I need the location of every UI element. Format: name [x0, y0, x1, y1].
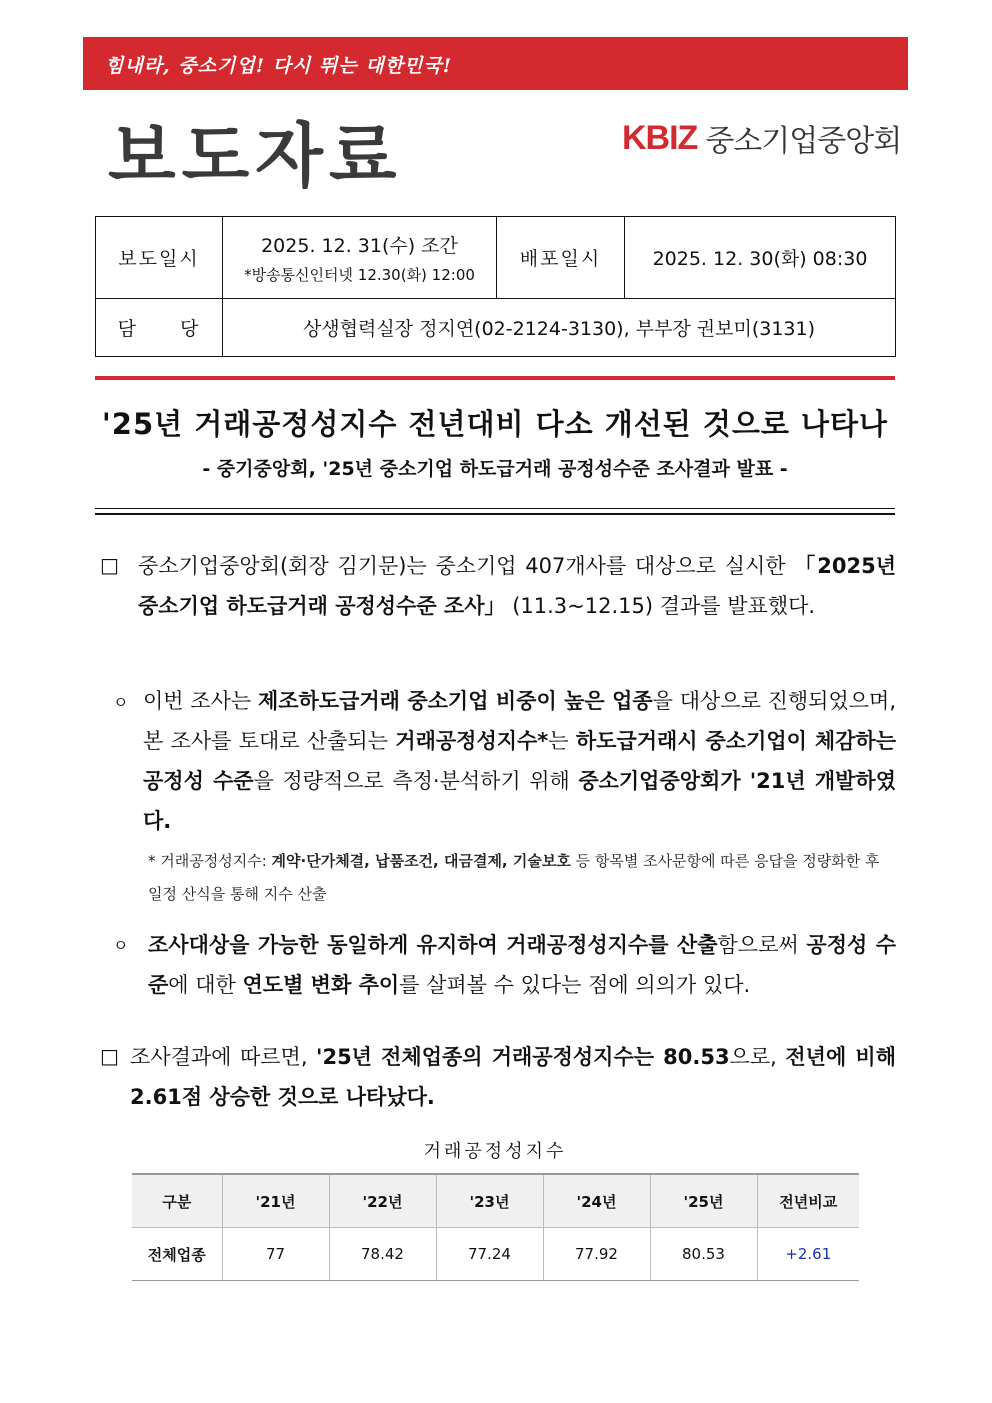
b2-text-b: 함으로써 [717, 933, 807, 957]
header-divider [95, 376, 895, 380]
b1-bold-f: 하도급거래시 중소기업이 체감하는 공정성 수준 [143, 729, 896, 793]
paragraph-marker: □ [100, 553, 119, 577]
page-title: 보도자료 [108, 115, 403, 197]
slogan-text: 힘내라, 중소기업! 다시 뛰는 대한민국! [105, 55, 453, 77]
paragraph-1 [138, 546, 896, 626]
release-info-table [95, 216, 896, 357]
table-header-row [132, 1174, 859, 1228]
b1-bold-h: 중소기업중앙회가 '21년 개발하였다. [143, 769, 896, 833]
b2-text-d: 에 대한 [168, 973, 243, 997]
logo-org-name: 중소기업중앙회 [705, 124, 902, 159]
p1-text-b: 를 대상으로 실시한 [605, 554, 786, 578]
subheadline: - 중기중앙회, '25년 중소기업 하도급거래 공정성수준 조사결과 발표 - [202, 458, 788, 480]
distribution-date-value: 2025. 12. 30(화) 08:30 [625, 217, 896, 299]
table-header-cell: 구분 [132, 1174, 222, 1228]
b1-text-a: 이번 조사는 [143, 689, 258, 713]
table-row [132, 1228, 859, 1281]
index-table [132, 1173, 859, 1281]
kbiz-logo [622, 118, 901, 158]
p2-text-a: 조사결과에 따르면, [130, 1045, 317, 1069]
p2-bold-b: '25년 전체업종의 거래공정성지수는 80.53 [316, 1045, 730, 1069]
p1-text-a: 중소기업중앙회(회장 김기문)는 중소기업 407개사 [138, 554, 606, 578]
b2-bold-c: 공정성 수준 [148, 933, 896, 997]
release-date-cell [223, 217, 497, 299]
note-text-a: * 거래공정성지수: [148, 852, 272, 870]
bullet-marker: ㅇ [113, 936, 129, 955]
p1-survey-title: 「2025년 중소기업 하도급거래 공정성수준 조사」 [138, 554, 896, 618]
b2-bold-e: 연도별 변화 추이 [242, 973, 400, 997]
release-date-value: 2025. 12. 31(수) 조간 [261, 234, 458, 257]
p2-text-c: 으로, [729, 1045, 786, 1069]
p2-bold-d: 전년에 비해 2.61점 상승한 것으로 나타났다. [130, 1045, 896, 1109]
table-caption: 거래공정성지수 [423, 1141, 567, 1162]
table-header-cell: '21년 [222, 1174, 329, 1228]
note-bold-b: 계약·단가체결, 납품조건, 대금결제, 기술보호 [271, 852, 571, 870]
table-cell: 전체업종 [132, 1228, 222, 1281]
index-footnote [148, 845, 896, 911]
table-cell: 78.42 [329, 1228, 436, 1281]
contact-label: 담 당 [96, 299, 223, 357]
distribution-date-label: 배포일시 [497, 217, 625, 299]
note-text-c: 등 항목별 조사문항에 따른 응답을 정량화한 후 일정 산식을 통해 지수 산출 [148, 852, 880, 903]
table-header-cell: '23년 [436, 1174, 543, 1228]
headline-divider-bottom [95, 513, 895, 515]
table-header-cell: '25년 [650, 1174, 757, 1228]
p1-text-d: (11.3~12.15) 결과를 발표했다. [512, 594, 816, 618]
b1-text-g: 을 정량적으로 측정·분석하기 위해 [253, 769, 579, 793]
b1-bold-d: 거래공정성지수* [395, 729, 549, 753]
table-header-cell: 전년비교 [757, 1174, 859, 1228]
bullet-2 [148, 925, 896, 1005]
bullet-marker: ㅇ [113, 693, 129, 712]
contact-value: 상생협력실장 정지연(02-2124-3130), 부부장 권보미(3131) [223, 299, 896, 357]
b1-text-e: 는 [548, 729, 576, 753]
paragraph-2 [130, 1037, 896, 1117]
b1-text-c: 을 대상으로 진행되었으며, 본 조사를 토대로 산출되는 [143, 689, 897, 753]
release-date-label: 보도일시 [96, 217, 223, 299]
headline: '25년 거래공정성지수 전년대비 다소 개선된 것으로 나타나 [101, 407, 889, 441]
b2-bold-a: 조사대상을 가능한 동일하게 유지하여 거래공정성지수를 산출 [148, 933, 718, 957]
table-cell: 80.53 [650, 1228, 757, 1281]
table-header-cell: '22년 [329, 1174, 436, 1228]
table-header-cell: '24년 [543, 1174, 650, 1228]
release-date-note: *방송통신인터넷 12.30(화) 12:00 [244, 265, 475, 284]
paragraph-marker: □ [100, 1044, 119, 1068]
bullet-1 [143, 681, 896, 841]
logo-brand: KBIZ [622, 118, 698, 157]
table-cell: 77.24 [436, 1228, 543, 1281]
headline-divider-top [95, 508, 895, 509]
b1-bold-b: 제조하도급거래 중소기업 비중이 높은 업종 [257, 689, 653, 713]
slogan-banner [83, 37, 908, 90]
table-cell: 77 [222, 1228, 329, 1281]
year-over-year-change: +2.61 [757, 1228, 859, 1281]
b2-text-f: 를 살펴볼 수 있다는 점에 의의가 있다. [399, 973, 751, 997]
table-cell: 77.92 [543, 1228, 650, 1281]
